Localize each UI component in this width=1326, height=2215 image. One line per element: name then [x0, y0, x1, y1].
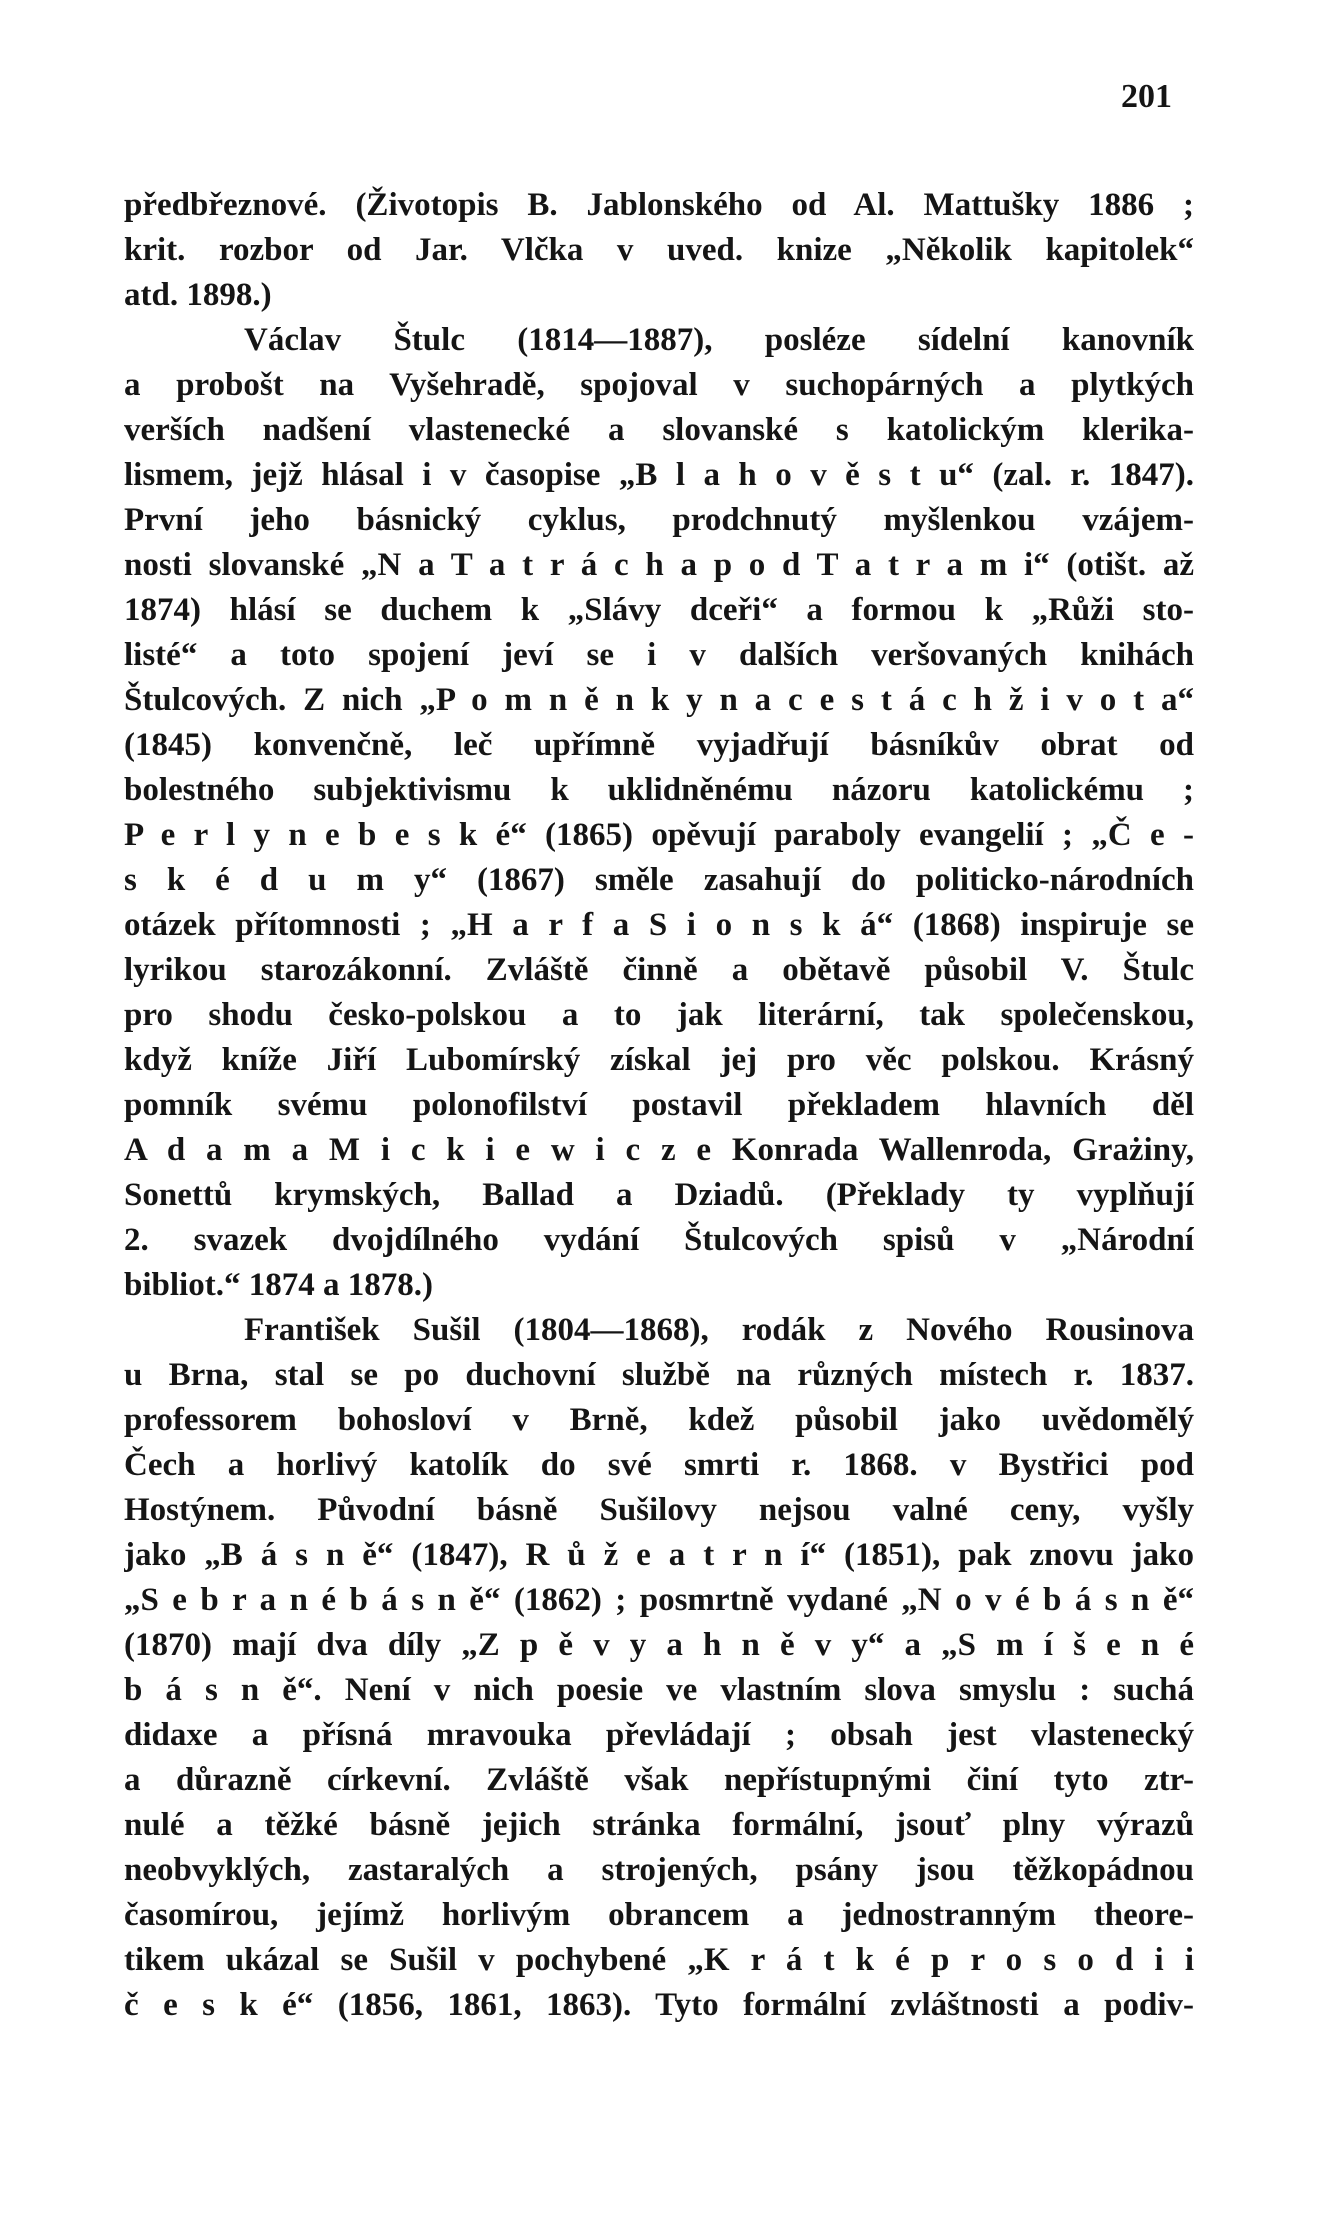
text-line: professorem bohosloví v Brně, kdež působil jako uvědomělý — [124, 1402, 1194, 1438]
text-line: nulé a těžké básně jejich stránka formální, jsouť plny výrazů — [124, 1807, 1194, 1843]
text-line: lismem, jejž hlásal i v časopise „B l a h o v ě s t u“ (zal. r. 1847). — [124, 457, 1194, 493]
text-line: Hostýnem. Původní básně Sušilovy nejsou valné ceny, vyšly — [124, 1492, 1194, 1528]
text-line: (1870) mají dva díly „Z p ě v y a h n ě v y“ a „S m í š e n é — [124, 1627, 1194, 1663]
text-line: pomník svému polonofilství postavil překladem hlavních děl — [124, 1087, 1194, 1123]
text-line: verších nadšení vlastenecké a slovanské s katolickým klerika- — [124, 412, 1194, 448]
text-line: bolestného subjektivismu k uklidněnému názoru katolickému ; — [124, 772, 1194, 808]
text-line: u Brna, stal se po duchovní službě na různých místech r. 1837. — [124, 1357, 1194, 1393]
paragraph-stulc-first-line: Václav Štulc (1814—1887), posléze sídelní kanovník — [244, 322, 1194, 358]
text-line: krit. rozbor od Jar. Vlčka v uved. knize „Několik kapitolek“ — [124, 232, 1194, 268]
text-line: listé“ a toto spojení jeví se i v dalších veršovaných knihách — [124, 637, 1194, 673]
body-text — [124, 183, 1194, 2028]
text-line: (1845) konvenčně, leč upřímně vyjadřují básníkův obrat od — [124, 727, 1194, 763]
text-line: s k é d u m y“ (1867) směle zasahují do politicko-národních — [124, 862, 1194, 898]
text-line: Sonettů krymských, Ballad a Dziadů. (Překlady ty vyplňují — [124, 1177, 1194, 1213]
text-line: když kníže Jiří Lubomírský získal jej pro věc polskou. Krásný — [124, 1042, 1194, 1078]
text-line: tikem ukázal se Sušil v pochybené „K r á t k é p r o s o d i i — [124, 1942, 1194, 1978]
text-line: č e s k é“ (1856, 1861, 1863). Tyto formální zvláštnosti a podiv- — [124, 1987, 1194, 2023]
text-line: otázek přítomnosti ; „H a r f a S i o n s k á“ (1868) inspiruje se — [124, 907, 1194, 943]
text-line: jako „B á s n ě“ (1847), R ů ž e a t r n í“ (1851), pak znovu jako — [124, 1537, 1194, 1573]
text-line: pro shodu česko-polskou a to jak literární, tak společenskou, — [124, 997, 1194, 1033]
text-line: neobvyklých, zastaralých a strojených, psány jsou těžkopádnou — [124, 1852, 1194, 1888]
text-line: a důrazně církevní. Zvláště však nepřístupnými činí tyto ztr- — [124, 1762, 1194, 1798]
text-line: 2. svazek dvojdílného vydání Štulcových spisů v „Národní — [124, 1222, 1194, 1258]
text-line: Štulcových. Z nich „P o m n ě n k y n a c e s t á c h ž i v o t a“ — [124, 682, 1194, 718]
text-line: atd. 1898.) — [124, 277, 272, 313]
text-line: Čech a horlivý katolík do své smrti r. 1868. v Bystřici pod — [124, 1447, 1194, 1483]
text-line: předbřeznové. (Životopis B. Jablonského od Al. Mattušky 1886 ; — [124, 187, 1194, 223]
text-line: nosti slovanské „N a T a t r á c h a p o d T a t r a m i“ (otišt. až — [124, 547, 1194, 583]
text-line: A d a m a M i c k i e w i c z e Konrada Wallenroda, Grażiny, — [124, 1132, 1194, 1168]
page-number: 201 — [1121, 78, 1172, 115]
text-line: časomírou, jejímž horlivým obrancem a jednostranným theore- — [124, 1897, 1194, 1933]
text-line: 1874) hlásí se duchem k „Slávy dceři“ a formou k „Růži sto- — [124, 592, 1194, 628]
text-line: didaxe a přísná mravouka převládají ; obsah jest vlastenecký — [124, 1717, 1194, 1753]
text-line: a probošt na Vyšehradě, spojoval v suchopárných a plytkých — [124, 367, 1194, 403]
paragraph-susil-first-line: František Sušil (1804—1868), rodák z Nového Rousinova — [244, 1312, 1194, 1348]
text-line: „S e b r a n é b á s n ě“ (1862) ; posmrtně vydané „N o v é b á s n ě“ — [124, 1582, 1194, 1618]
text-line: P e r l y n e b e s k é“ (1865) opěvují paraboly evangelií ; „Č e - — [124, 817, 1194, 853]
text-line: b á s n ě“. Není v nich poesie ve vlastním slova smyslu : suchá — [124, 1672, 1194, 1708]
text-line: bibliot.“ 1874 a 1878.) — [124, 1267, 433, 1303]
text-line: První jeho básnický cyklus, prodchnutý myšlenkou vzájem- — [124, 502, 1194, 538]
text-line: lyrikou starozákonní. Zvláště činně a obětavě působil V. Štulc — [124, 952, 1194, 988]
